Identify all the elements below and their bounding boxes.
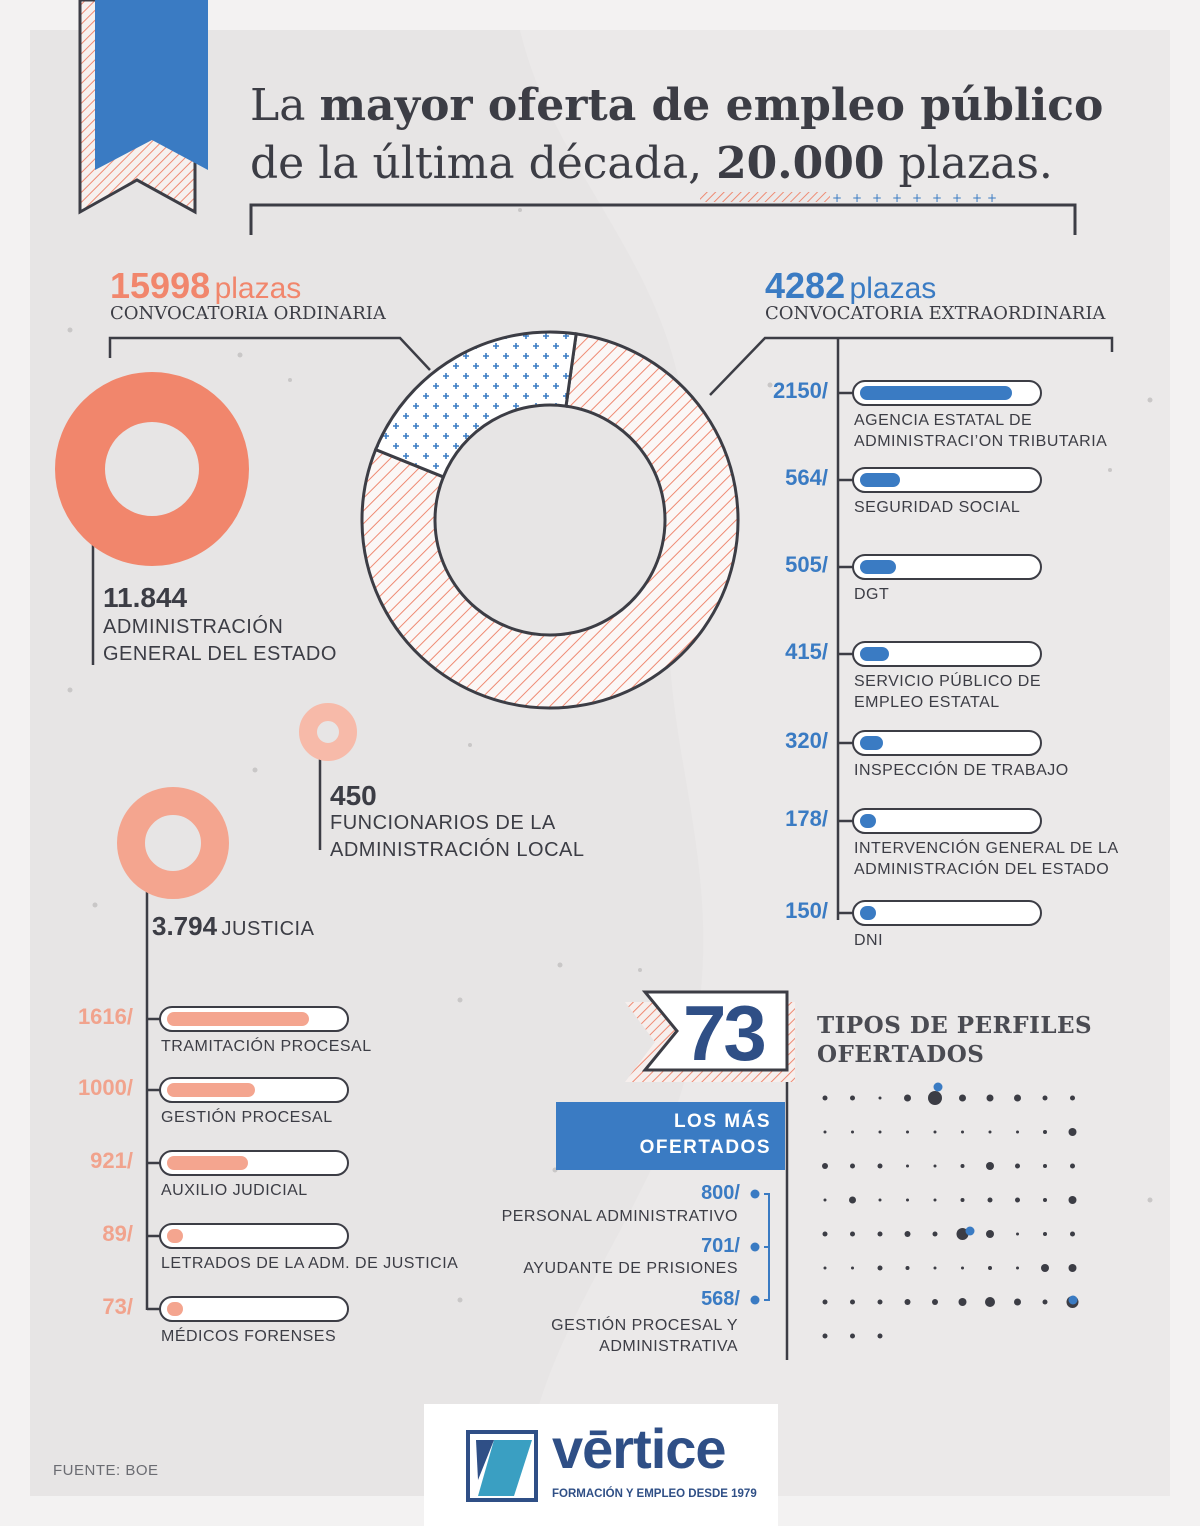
profile-dot <box>1070 1096 1075 1101</box>
svg-text:+: + <box>872 191 883 205</box>
profile-dot <box>878 1334 883 1339</box>
title-total: 20.000 <box>716 138 885 189</box>
profile-dot <box>1014 1299 1021 1306</box>
profile-dot <box>1043 1164 1047 1168</box>
profile-dot <box>850 1164 855 1169</box>
brand-name: vērtice <box>552 1417 726 1480</box>
highlight-dot <box>966 1227 975 1236</box>
extra-value: 150/ <box>785 898 828 923</box>
profile-dot <box>959 1095 966 1102</box>
extra-value: 564/ <box>785 465 828 490</box>
extra-bar <box>860 814 876 828</box>
svg-text:+: + <box>852 191 863 205</box>
profile-dot <box>824 1267 827 1270</box>
profile-dot <box>906 1266 910 1270</box>
profile-dot <box>1016 1131 1019 1134</box>
profile-dot <box>823 1096 828 1101</box>
vertice-logo-icon <box>466 1430 538 1502</box>
profile-dot <box>822 1163 828 1169</box>
extra-label: DGT <box>854 586 890 603</box>
banner-line2: OFERTADOS <box>639 1137 771 1158</box>
justicia-bar <box>167 1229 183 1243</box>
profile-dot <box>905 1299 911 1305</box>
profile-dot <box>1041 1264 1049 1272</box>
extra-bar-track <box>852 380 1042 406</box>
justicia-title <box>152 911 314 942</box>
extra-value: 178/ <box>785 806 828 831</box>
profile-dot <box>933 1232 938 1237</box>
extra-label: INTERVENCIÓN GENERAL DE LA <box>854 840 1119 857</box>
title-pre-2: de la última década, <box>250 138 703 189</box>
extra-bar <box>860 473 900 487</box>
profile-dot <box>905 1231 911 1237</box>
age-number: 11.844 <box>103 582 188 613</box>
extra-value: 505/ <box>785 552 828 577</box>
perfil-3-value: 568/ <box>701 1288 740 1310</box>
local-line2: ADMINISTRACIÓN LOCAL <box>330 839 585 861</box>
profile-dot <box>928 1091 942 1105</box>
profile-dot <box>987 1095 994 1102</box>
perfil-2-label: AYUDANTE DE PRISIONES <box>523 1260 738 1277</box>
extra-bar <box>860 647 889 661</box>
ordinaria-label: CONVOCATORIA ORDINARIA <box>110 303 386 324</box>
justicia-label: LETRADOS DE LA ADM. DE JUSTICIA <box>161 1255 459 1272</box>
extra-label: EMPLEO ESTATAL <box>854 694 1000 711</box>
profile-dot <box>1015 1198 1020 1203</box>
extra-bar <box>860 736 883 750</box>
profile-dot <box>961 1267 964 1270</box>
justicia-label: TRAMITACIÓN PROCESAL <box>161 1038 372 1055</box>
ordinaria-number: 15998 <box>110 265 211 306</box>
profile-dot <box>985 1297 995 1307</box>
profile-dot <box>850 1300 855 1305</box>
profile-dot <box>1015 1164 1020 1169</box>
justicia-label: MÉDICOS FORENSES <box>161 1328 337 1345</box>
profile-dot <box>879 1097 882 1100</box>
extra-label: CONVOCATORIA EXTRAORDINARIA <box>765 303 1106 324</box>
justicia-value: 1616/ <box>77 1004 133 1029</box>
profile-dot <box>824 1199 827 1202</box>
profile-dot <box>1069 1128 1077 1136</box>
perfil-3-label-1: GESTIÓN PROCESAL Y <box>551 1317 738 1334</box>
extra-value: 415/ <box>785 639 828 664</box>
profile-dot <box>1043 1232 1047 1236</box>
perfil-2-value: 701/ <box>701 1235 740 1257</box>
profile-dot <box>961 1131 964 1134</box>
profile-dot <box>906 1131 909 1134</box>
profile-dot <box>878 1232 883 1237</box>
svg-text:+: + <box>987 191 998 205</box>
perfiles-title-2: OFERTADOS <box>817 1041 985 1068</box>
profile-dot <box>961 1198 965 1202</box>
profile-dot <box>1043 1096 1048 1101</box>
profile-dot <box>986 1162 994 1170</box>
perfiles-number: 73 <box>683 989 764 1077</box>
justicia-bar-track <box>159 1077 349 1103</box>
extra-label: AGENCIA ESTATAL DE <box>854 412 1033 429</box>
profile-dot <box>1069 1196 1077 1204</box>
extra-number: 4282 <box>765 265 846 306</box>
profile-dot <box>1014 1095 1021 1102</box>
profile-dot <box>986 1230 994 1238</box>
justicia-ring <box>108 778 238 908</box>
profile-dot <box>823 1300 828 1305</box>
highlight-dot <box>934 1083 943 1092</box>
extra-label: SEGURIDAD SOCIAL <box>854 499 1021 516</box>
extra-value: 320/ <box>785 728 828 753</box>
profile-dot <box>961 1164 965 1168</box>
extra-label: ADMINISTRACI’ON TRIBUTARIA <box>854 433 1108 450</box>
profile-dot <box>934 1165 937 1168</box>
svg-text:+: + <box>832 191 843 205</box>
profile-dot <box>934 1267 937 1270</box>
extra-label: INSPECCIÓN DE TRABAJO <box>854 762 1069 779</box>
profile-dot <box>1016 1267 1019 1270</box>
profile-dot <box>879 1131 882 1134</box>
extra-bar <box>860 386 1012 400</box>
fuente-label: FUENTE: BOE <box>53 1462 159 1479</box>
local-number: 450 <box>330 780 377 811</box>
justicia-label: GESTIÓN PROCESAL <box>161 1109 333 1126</box>
profile-dot <box>823 1232 828 1237</box>
profile-dot <box>932 1299 938 1305</box>
local-line1: FUNCIONARIOS DE LA <box>330 812 556 834</box>
extra-bar <box>860 906 876 920</box>
extra-bar-track <box>852 808 1042 834</box>
perfiles-dot-matrix <box>805 1075 1105 1365</box>
profile-dot <box>878 1300 883 1305</box>
justicia-label: AUXILIO JUDICIAL <box>161 1182 308 1199</box>
profile-dot <box>1043 1130 1047 1134</box>
svg-text:+: + <box>892 191 903 205</box>
profile-dot <box>904 1095 911 1102</box>
profile-dot <box>849 1197 856 1204</box>
profile-dot <box>878 1266 883 1271</box>
justicia-bar-track <box>159 1223 349 1249</box>
justicia-bar-track <box>159 1296 349 1322</box>
perfil-3-label-2: ADMINISTRATIVA <box>599 1338 738 1355</box>
justicia-value: 89/ <box>102 1221 133 1246</box>
profile-dot <box>851 1267 854 1270</box>
profile-dot <box>1043 1300 1048 1305</box>
justicia-bar <box>167 1083 255 1097</box>
profile-dot <box>989 1131 992 1134</box>
extra-label: ADMINISTRACIÓN DEL ESTADO <box>854 861 1110 878</box>
profile-dot <box>906 1165 909 1168</box>
main-donut-chart <box>350 320 750 720</box>
profile-dot <box>988 1266 992 1270</box>
highlight-dot <box>1069 1296 1078 1305</box>
extra-label: SERVICIO PÚBLICO DE <box>854 673 1042 690</box>
extra-bar <box>860 560 896 574</box>
justicia-value: 73/ <box>102 1294 133 1319</box>
justicia-bar <box>167 1302 183 1316</box>
extra-bar-track <box>852 467 1042 493</box>
profile-dot <box>1070 1232 1075 1237</box>
title-post: plazas. <box>898 138 1053 189</box>
title-pre: La <box>250 80 306 131</box>
profile-dot <box>878 1164 883 1169</box>
perfil-1-value: 800/ <box>701 1182 740 1204</box>
title-bold: mayor oferta de empleo público <box>319 80 1104 131</box>
profile-dot <box>1016 1233 1019 1236</box>
ordinaria-unit: plazas <box>214 272 302 305</box>
local-ring <box>293 697 363 767</box>
perfiles-connector <box>745 1180 785 1320</box>
svg-text:+: + <box>912 191 923 205</box>
justicia-bar-track <box>159 1006 349 1032</box>
banner-line1: LOS MÁS <box>673 1111 771 1132</box>
brand-tagline: FORMACIÓN Y EMPLEO DESDE 1979 <box>552 1488 757 1500</box>
brand-box <box>424 1404 778 1526</box>
extra-bar-track <box>852 730 1042 756</box>
profile-dot <box>851 1131 854 1134</box>
profile-dot <box>934 1199 937 1202</box>
justicia-bar <box>167 1012 309 1026</box>
age-line1: ADMINISTRACIÓN <box>103 616 284 638</box>
extra-bar-track <box>852 900 1042 926</box>
profile-dot <box>959 1298 967 1306</box>
profile-dot <box>850 1334 855 1339</box>
perfil-1-label: PERSONAL ADMINISTRATIVO <box>501 1208 738 1225</box>
profile-dot <box>879 1199 882 1202</box>
perfiles-title-1: TIPOS DE PERFILES <box>817 1012 1093 1039</box>
profile-dot <box>934 1131 937 1134</box>
justicia-value: 921/ <box>90 1148 133 1173</box>
profile-dot <box>988 1198 993 1203</box>
svg-text:+: + <box>972 191 983 205</box>
justicia-bar-track <box>159 1150 349 1176</box>
age-line2: GENERAL DEL ESTADO <box>103 643 337 665</box>
profile-dot <box>1043 1198 1047 1202</box>
profile-dot <box>850 1232 855 1237</box>
profile-dot <box>850 1096 855 1101</box>
profile-dot <box>1069 1264 1077 1272</box>
donut-slice-extraordinaria <box>376 332 577 477</box>
extra-label: DNI <box>854 932 884 949</box>
extra-unit: plazas <box>849 272 937 305</box>
profile-dot <box>1070 1164 1075 1169</box>
profile-dot <box>906 1199 909 1202</box>
justicia-label: JUSTICIA <box>221 918 315 940</box>
age-ring <box>55 372 255 572</box>
justicia-number: 3.794 <box>152 911 218 941</box>
extra-bar-track <box>852 641 1042 667</box>
profile-dot <box>824 1131 827 1134</box>
extra-bar-track <box>852 554 1042 580</box>
profile-dot <box>823 1334 828 1339</box>
ofertados-banner <box>556 1102 785 1170</box>
svg-text:+: + <box>952 191 963 205</box>
justicia-value: 1000/ <box>77 1075 133 1100</box>
extra-value: 2150/ <box>772 378 828 403</box>
justicia-bar <box>167 1156 248 1170</box>
svg-text:+: + <box>932 191 943 205</box>
